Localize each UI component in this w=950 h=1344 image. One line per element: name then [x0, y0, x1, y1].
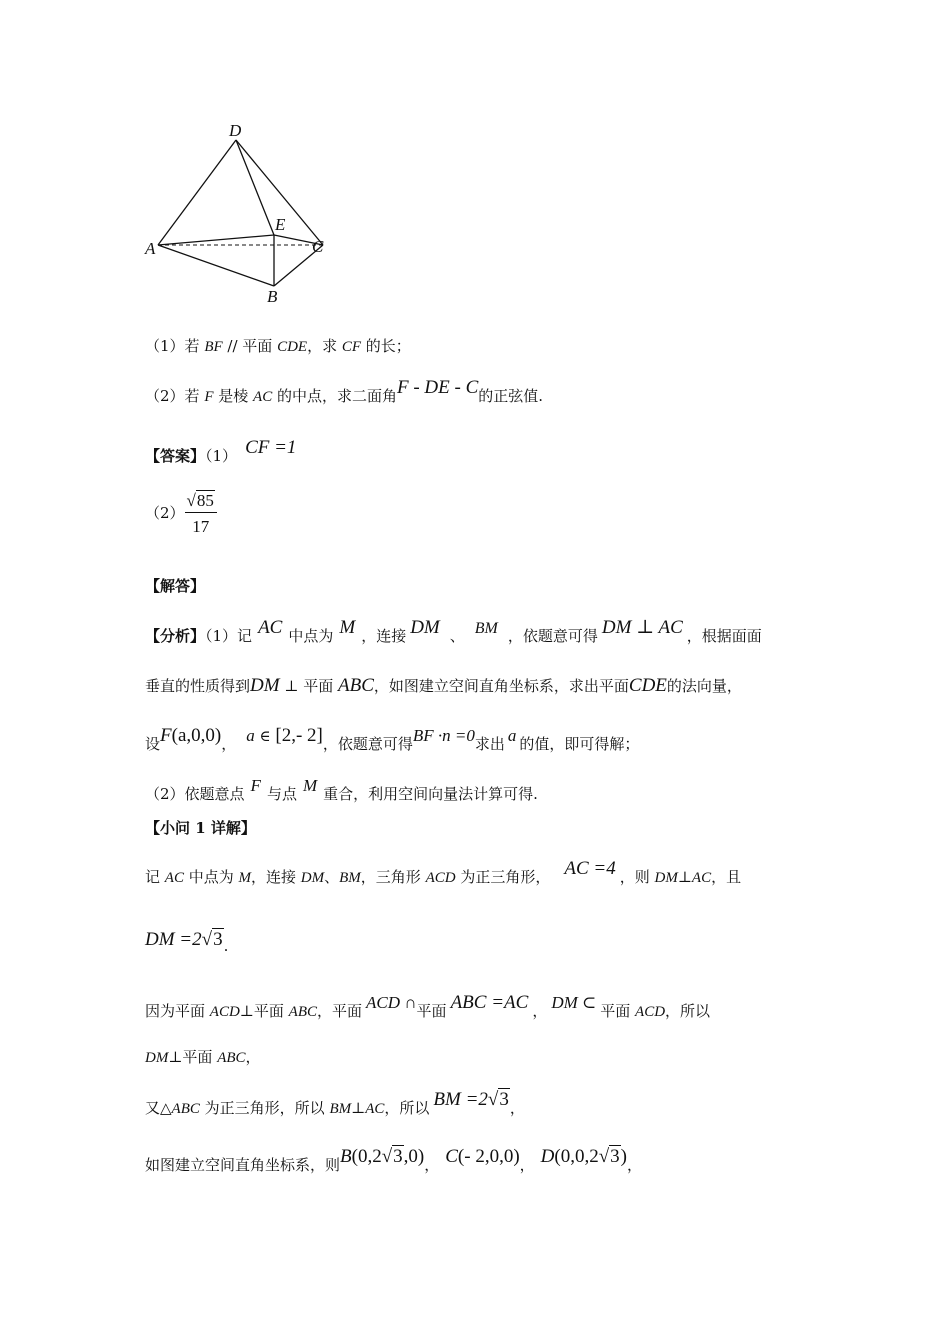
analysis-line-3: 设F(a,0,0)， a ∈ [2,- 2]，依题意可得BF ·n =0求出 a 的值，即可得解；	[145, 725, 640, 753]
question-2: （2）若 F 是棱 AC 的中点，求二面角F - DE - C的正弦值.	[145, 377, 544, 405]
label-B: B	[267, 287, 278, 306]
detail-line-6: 如图建立空间直角坐标系，则B(0,2√3,0)， C(- 2,0,0)， D(0,0,2√3)，	[145, 1146, 643, 1174]
detail-line-2: DM =2√3.	[145, 929, 229, 955]
answer-2: （2） $\frac{√85}{17}$	[145, 492, 217, 535]
detail-line-4: DM⊥平面 ABC，	[145, 1048, 261, 1066]
question-1: （1）若 BF // 平面 CDE，求 CF 的长；	[145, 337, 411, 355]
solution-heading: 【解答】	[145, 577, 206, 595]
tetrahedron-figure	[140, 118, 340, 308]
detail-line-1: 记 AC 中点为 M，连接 DM、BM，三角形 ACD 为正三角形， AC =4 ，则 DM⊥AC，且	[145, 858, 742, 886]
edge-DA	[158, 140, 236, 245]
answer-fraction: $\frac{√85}{17}$	[185, 492, 217, 535]
analysis-line-2: 垂直的性质得到DM ⊥ 平面 ABC，如图建立空间直角坐标系，求出平面CDE的法向量，	[145, 675, 742, 696]
label-C: C	[312, 237, 324, 256]
label-D: D	[229, 121, 242, 140]
analysis-line-1: 【分析】（1）记 AC 中点为 M ，连接 DM 、 BM ，依题意可得 DM ⊥ AC ，根据面面	[145, 617, 762, 645]
detail-label: 【小问 1 详解】	[145, 819, 256, 837]
edge-DE	[236, 140, 274, 235]
detail-line-5: 又△ABC 为正三角形，所以 BM⊥AC，所以 BM =2√3，	[145, 1089, 525, 1117]
label-E: E	[275, 215, 286, 234]
label-A: A	[145, 239, 156, 258]
detail-line-3: 因为平面 ACD⊥平面 ABC，平面 ACD ∩平面 ABC =AC ， DM ⊂ 平面 ACD，所以	[145, 992, 711, 1020]
analysis-line-4: （2）依题意点 F 与点 M 重合，利用空间向量法计算可得.	[145, 776, 538, 803]
answer-label: 【答案】	[145, 447, 206, 465]
edge-AB	[158, 245, 274, 286]
answer-1: 【答案】（1） CF =1	[145, 437, 297, 465]
edge-AE	[158, 235, 274, 245]
